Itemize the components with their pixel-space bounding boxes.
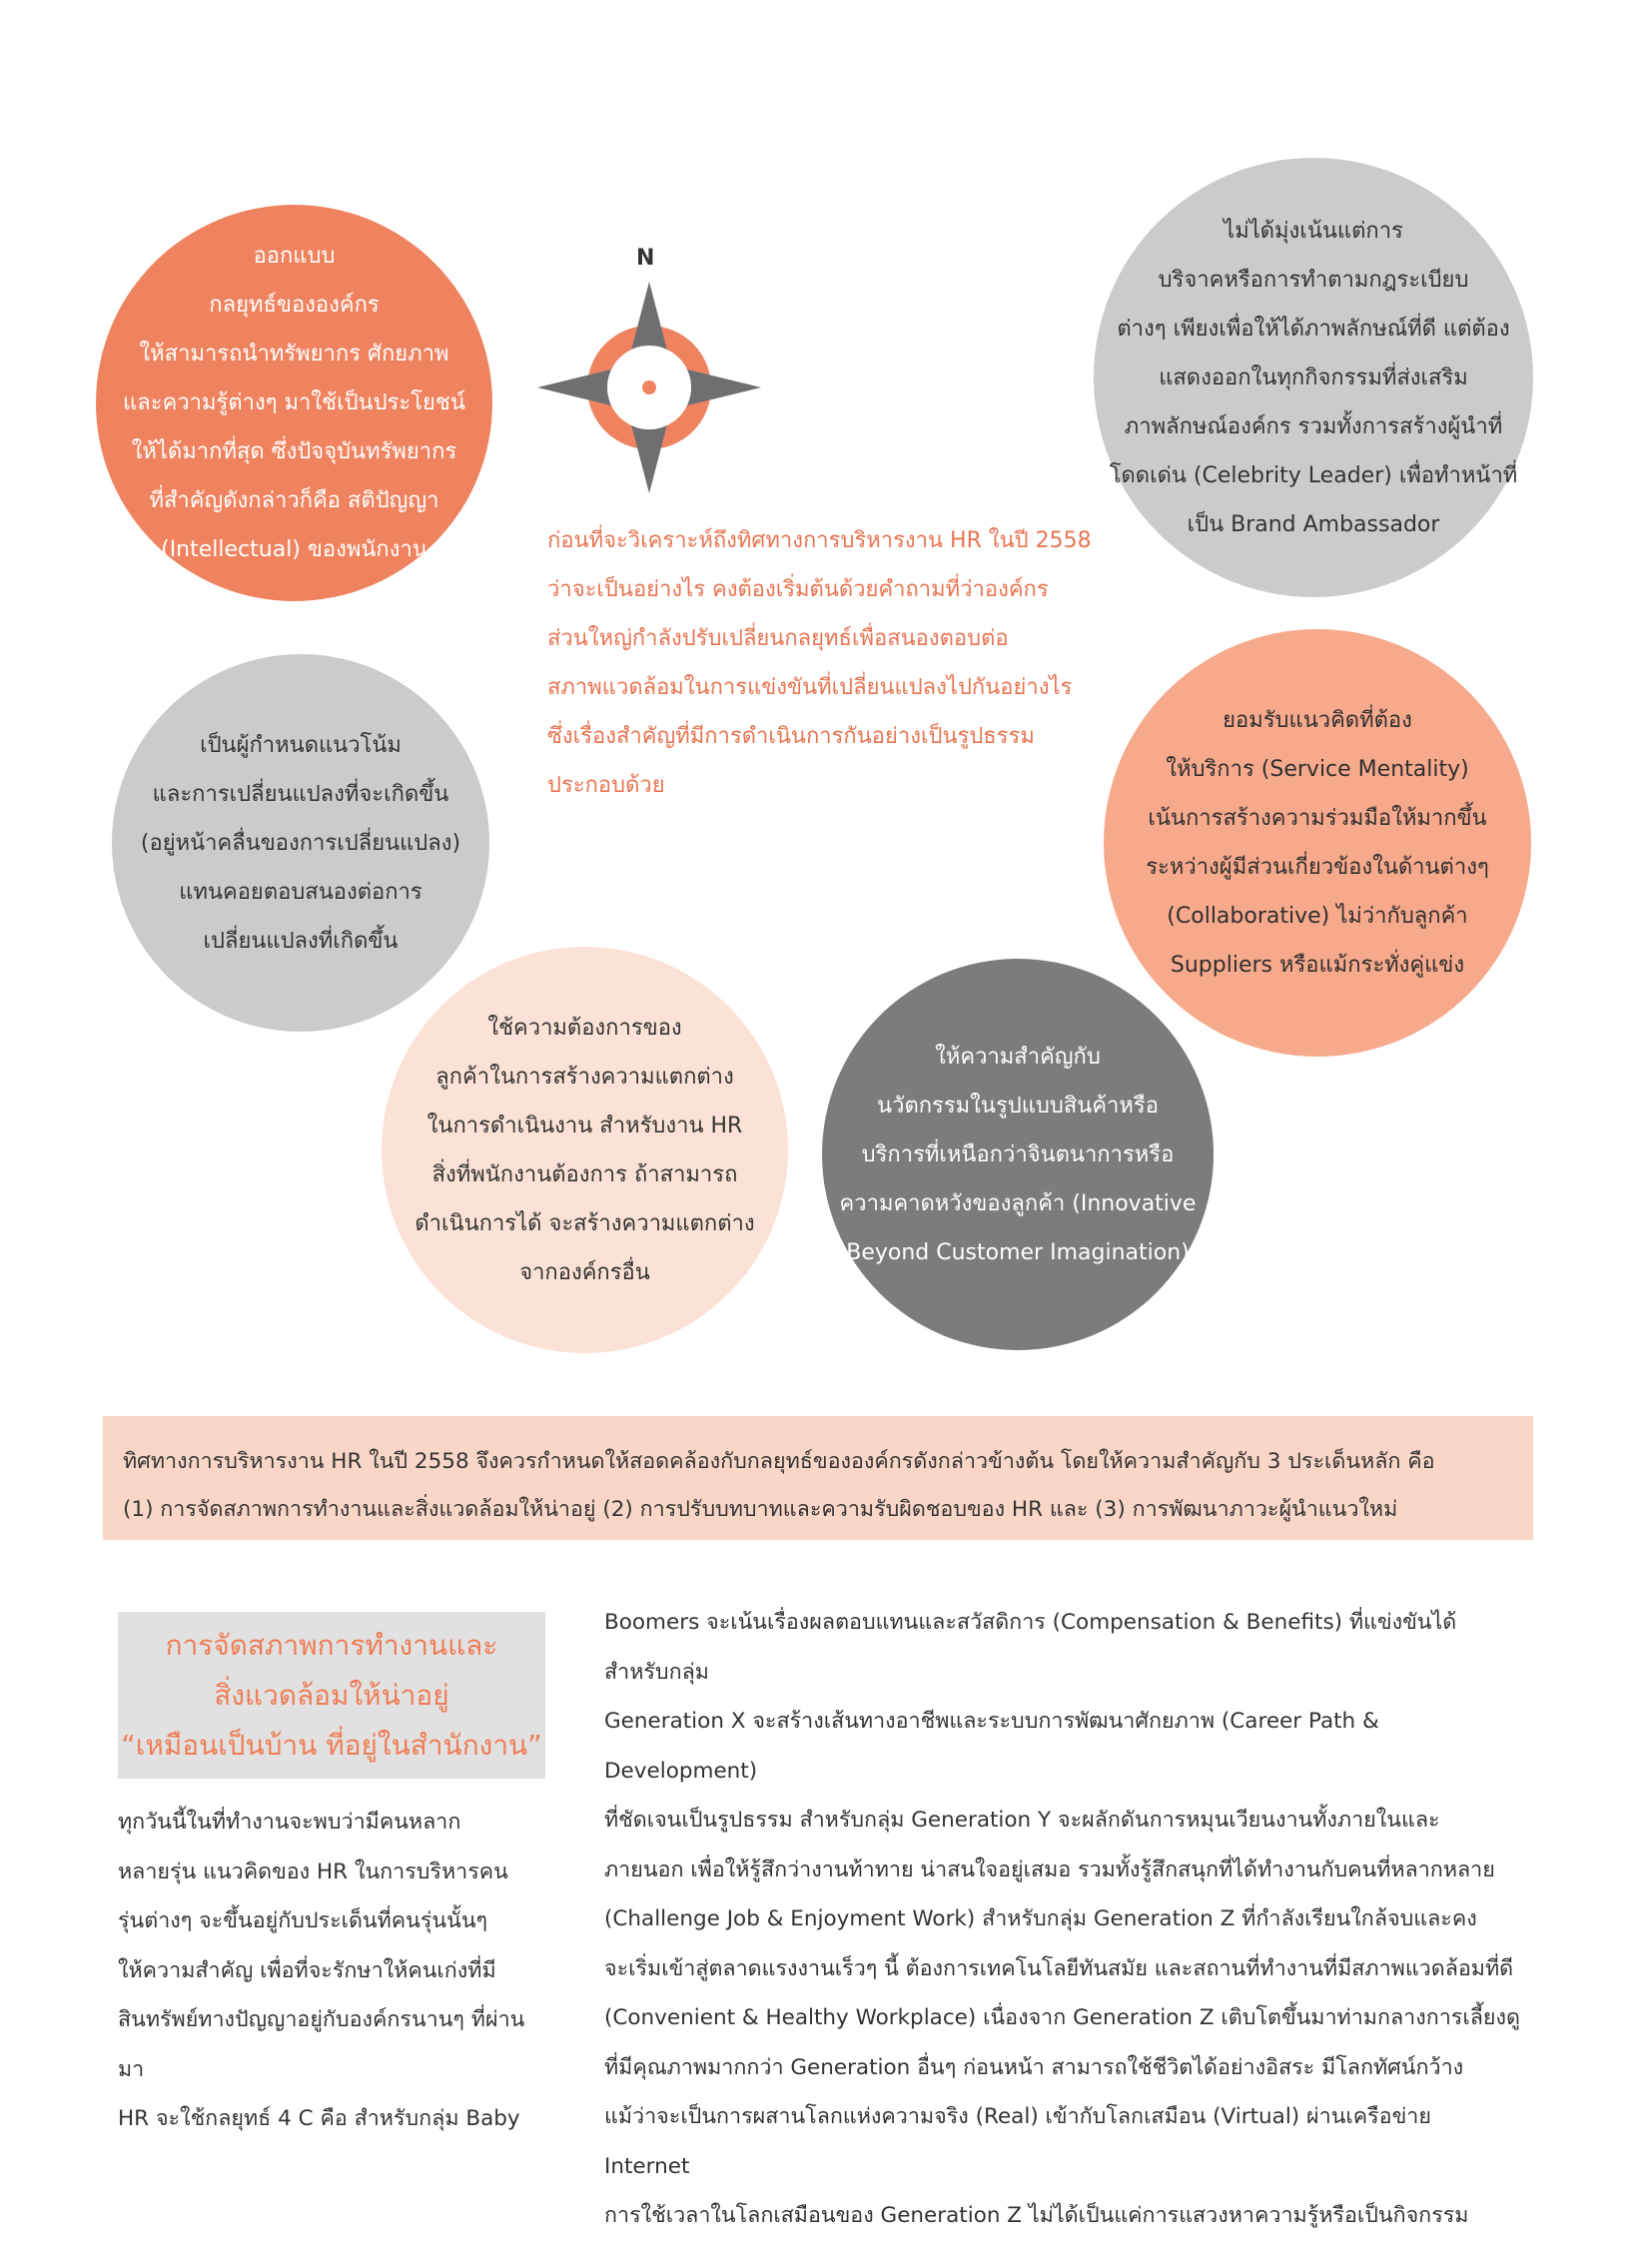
section-heading: การจัดสภาพการทำงานและ สิ่งแวดล้อมให้น่าอยู่ “เหมือนเป็นบ้าน ที่อยู่ในสำนักงาน” xyxy=(121,1628,542,1762)
right-column-text: Boomers จะเน้นเรื่องผลตอบแทนและสวัสดิการ (Compensation & Benefits) ที่แข่งขันได้ สำหรับกลุ่ม Generation X จะสร้างเส้นทางอาชีพและระบบการพัฒนาศักยภาพ (Career Path & Development) ที่ชัดเจนเป็นรูปธรรม สำหรับกลุ่ม Generation Y จะผลักดันการหมุนเวียนงานทั้งภายในและ ภายนอก เพื่อให้รู้สึกว่างานท้าทาย น่าสนใจอยู่เสมอ รวมทั้งรู้สึกสนุกที่ได้ทำงานกับคนที่หลากหลาย (Challenge Job & Enjoyment Work) สำหรับกลุ่ม Generation Z ที่กำลังเรียนใกล้จบและคง จะเริ่มเข้าสู่ตลาดแรงงานเร็วๆ นี้ ต้องการเทคโนโลยีทันสมัย และสถานที่ทำงานที่มีสภาพแวดล้อมที่ดี (Convenient & Healthy Workplace) เนื่องจาก Generation Z เติบโตขึ้นมาท่ามกลางการเลี้ยงดู ที่มีคุณภาพมากกว่า Generation อื่นๆ ก่อนหน้า สามารถใช้ชีวิตได้อย่างอิสระ มีโลกทัศน์กว้าง แม้ว่าจะเป็นการผสานโลกแห่งความจริง (Real) เข้ากับโลกเสมือน (Virtual) ผ่านเครือข่าย Internet การใช้เวลาในโลกเสมือนของ Generation Z ไม่ได้เป็นแค่การแสวงหาความรู้หรือเป็นกิจกรรม xyxy=(604,1610,1520,2228)
compass-rose-icon xyxy=(534,250,764,499)
circle-customer-needs-text: ใช้ความต้องการของ ลูกค้าในการสร้างความแตกต่าง ในการดำเนินงาน สำหรับงาน HR สิ่งที่พนักงานต้องการ ถ้าสามารถ ดำเนินการได้ จะสร้างความแตกต่าง จากองค์กรอื่น xyxy=(414,1015,755,1285)
circle-service-mentality xyxy=(1104,629,1531,1057)
circle-innovation xyxy=(822,959,1214,1350)
summary-band: ทิศทางการบริหารงาน HR ในปี 2558 จึงควรกำหนดให้สอดคล้องกับกลยุทธ์ขององค์กรดังกล่าวข้างต้น โดยให้ความสำคัญกับ 3 ประเด็นหลัก คือ (1) การจัดสภาพการทำงานและสิ่งแวดล้อมให้น่าอยู่ (2) การปรับบทบาทและความรับผิดชอบของ HR และ (3) การพัฒนาภาวะผู้นำแนวใหม่ xyxy=(103,1416,1533,1540)
circle-intellectual-text: ออกแบบ กลยุทธ์ขององค์กร ให้สามารถนำทรัพยากร ศักยภาพ และความรู้ต่างๆ มาใช้เป็นประโยชน์ ให้ได้มากที่สุด ซึ่งปัจจุบันทรัพยากร ที่สำคัญดังกล่าวก็คือ สติปัญญา (Intellectual) ของพนักงาน xyxy=(123,244,465,562)
section-heading-box xyxy=(118,1612,545,1779)
left-column-text: ทุกวันนี้ในที่ทำงานจะพบว่ามีคนหลาก หลายรุ่น แนวคิดของ HR ในการบริหารคน รุ่นต่างๆ จะขึ้นอยู่กับประเด็นที่คนรุ่นนั้นๆ ให้ความสำคัญ เพื่อที่จะรักษาให้คนเก่งที่มี สินทรัพย์ทางปัญญาอยู่กับองค์กรนานๆ ที่ผ่านมา HR จะใช้กลยุทธ์ 4 C คือ สำหรับกลุ่ม Baby xyxy=(118,1810,525,2131)
circle-trend-setter-text: เป็นผู้กำหนดแนวโน้ม และการเปลี่ยนแปลงที่จะเกิดขึ้น (อยู่หน้าคลื่นของการเปลี่ยนแปลง) แทนคอยตอบสนองต่อการ เปลี่ยนแปลงที่เกิดขึ้น xyxy=(140,732,461,954)
circle-innovation-text: ให้ความสำคัญกับ นวัตกรรมในรูปแบบสินค้าหรือ บริการที่เหนือกว่าจินตนาการหรือ ความคาดหวังของลูกค้า (Innovative Beyond Customer Imagination) xyxy=(839,1044,1197,1265)
circle-service-mentality-text: ยอมรับแนวคิดที่ต้อง ให้บริการ (Service Mentality) เน้นการสร้างความร่วมมือให้มากขึ้น ระหว่างผู้มีส่วนเกี่ยวข้องในด้านต่างๆ (Collaborative) ไม่ว่ากับลูกค้า Suppliers หรือแม้กระทั่งคู่แข่ง xyxy=(1146,708,1489,978)
circle-customer-needs xyxy=(382,947,788,1353)
compass-north-label: N xyxy=(636,246,655,271)
circle-celebrity-leader-text: ไม่ได้มุ่งเน้นแต่การ บริจาคหรือการทำตามกฎระเบียบ ต่างๆ เพียงเพื่อให้ได้ภาพลักษณ์ที่ดี แต่ต้อง แสดงออกในทุกกิจกรรมที่ส่งเสริม ภาพลักษณ์องค์กร รวมทั้งการสร้างผู้นำที่ โดดเด่น (Celebrity Leader) เพื่อทำหน้าที่ เป็น Brand Ambassador xyxy=(1109,218,1518,537)
circle-intellectual xyxy=(96,205,492,601)
circle-celebrity-leader xyxy=(1094,158,1533,597)
intro-text: ก่อนที่จะวิเคราะห์ถึงทิศทางการบริหารงาน HR ในปี 2558 ว่าจะเป็นอย่างไร คงต้องเริ่มต้นด้วยคำถามที่ว่าองค์กร ส่วนใหญ่กำลังปรับเปลี่ยนกลยุทธ์เพื่อสนองตอบต่อ สภาพแวดล้อมในการแข่งขันที่เปลี่ยนแปลงไปกันอย่างไร ซึ่งเรื่องสำคัญที่มีการดำเนินการกันอย่างเป็นรูปธรรม ประกอบด้วย xyxy=(547,528,1092,798)
circle-trend-setter xyxy=(112,654,489,1032)
